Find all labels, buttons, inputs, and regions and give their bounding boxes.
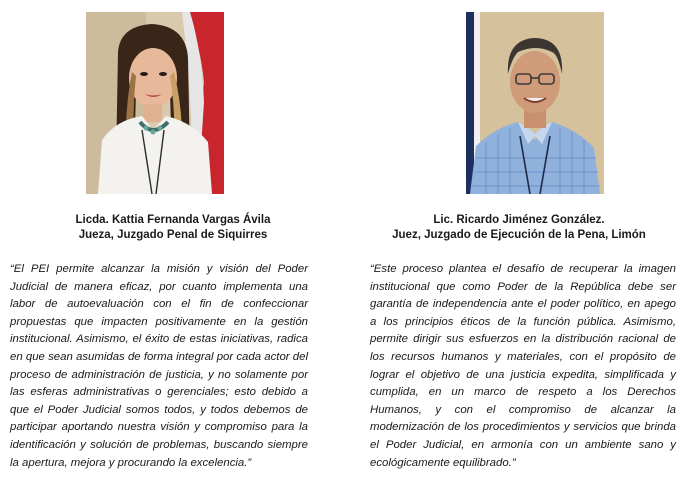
person-name-left: Licda. Kattia Fernanda Vargas Ávila <box>75 214 271 226</box>
photo-left <box>86 12 224 194</box>
person-title-right: Juez, Juzgado de Ejecución de la Pena, Limón <box>392 229 646 241</box>
person-name-right: Lic. Ricardo Jiménez González. <box>433 214 605 226</box>
quote-left: “El PEI permite alcanzar la misión y visión del Poder Judicial de manera eficaz, por cuanto implementa una labor de autoevaluación con el fin de confeccionar propuestas que impacten positivamente en la gestión institucional. Asimismo, el éxito de estas iniciativas, radica en que sean asumidas de forma integral por cada actor del proceso de administración de justicia, y no solamente por las esferas administrativas o gerenciales; esto debido a que el Poder Judicial somos todos, y todos debemos de participar aportando nuestra visión y compromiso para la identificación y solución de problemas, buscando siempre la apertura, mejora y procurando la excelencia.” <box>10 263 308 469</box>
portrait-image-left <box>86 12 224 194</box>
quote-right: “Este proceso plantea el desafío de recuperar la imagen institucional que como Poder de la República debe ser garantía de independencia ante el poder político, en apego a los principios éticos de la función pública. Asimismo, permite dirigir sus esfuerzos en la distribución racional de los recursos humanos y materiales, con el propósito de lograr el objetivo de una justicia expedita, simplificada y cumplida, en un marco de respeto a los Derechos Humanos, y con el compromiso de alcanzar la modernización de los procedimientos y servicios que brinda el Poder Judicial, en armonía con un ambiente sano y ecológicamente equilibrado.” <box>370 263 676 469</box>
caption-left <box>0 213 346 243</box>
person-title-left: Jueza, Juzgado Penal de Siquirres <box>78 229 268 241</box>
photo-right <box>466 12 604 194</box>
caption-right <box>346 213 692 243</box>
portrait-image-right <box>466 12 604 194</box>
